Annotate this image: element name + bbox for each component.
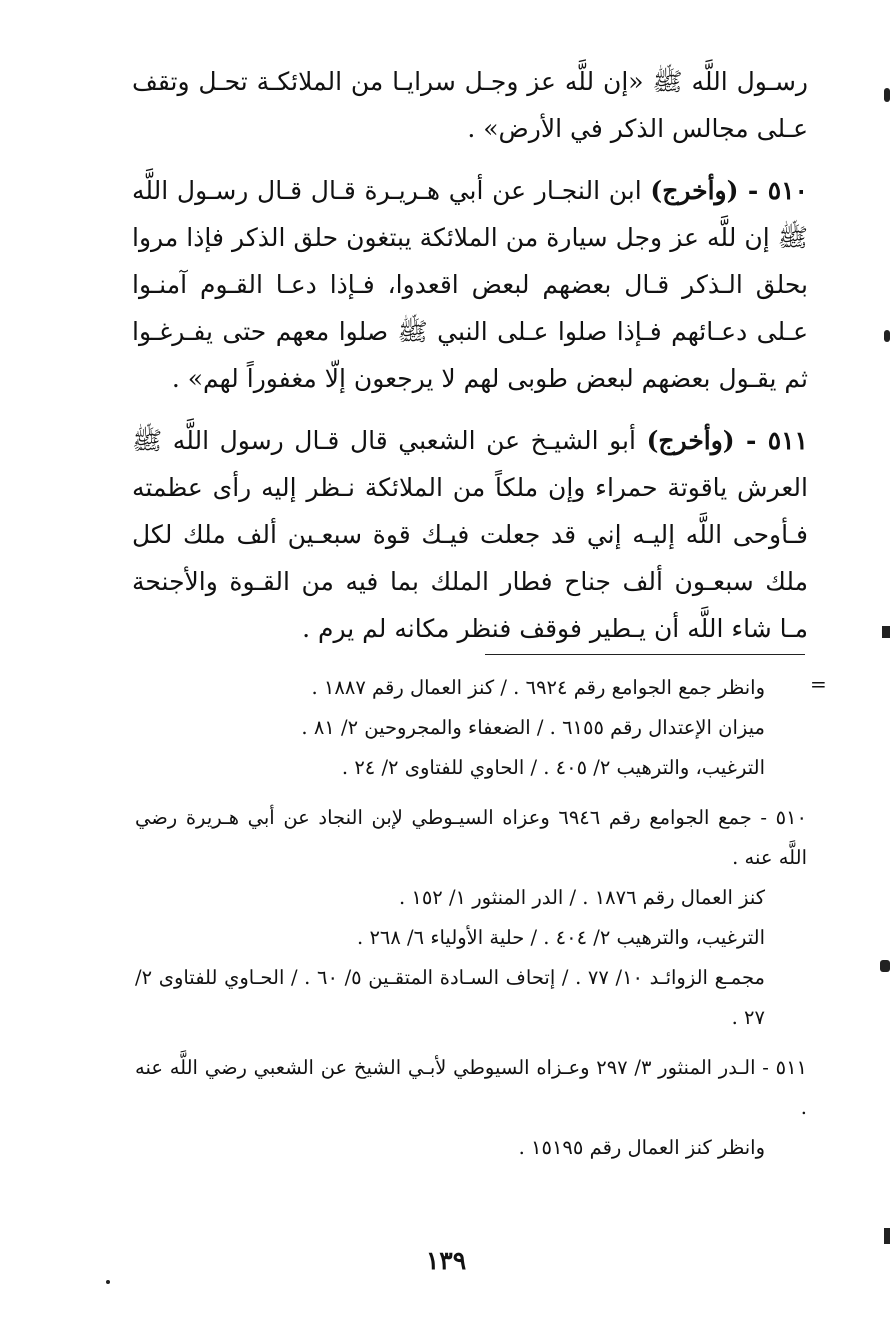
footnote-line: وانظر جمع الجوامع رقم ٦٩٢٤ . / كنز العمال رقم ١٨٨٧ . (311, 676, 765, 699)
page-number: ١٣٩ (425, 1246, 467, 1275)
footnote-lead: ٥١٠ - جمع الجوامع رقم ٦٩٤٦ وعزاه السيـوطي لإبن النجاد عن أبي هـريرة رضي اللَّه عنه . (135, 806, 807, 869)
paragraph-continuation (132, 58, 808, 152)
paragraph-text: أبو الشيـخ عن الشعبي قال قـال رسول اللَّه ﷺ العرش ياقوتة حمراء وإن ملكاً من الملائكة نـظر إليه رأى عظمته فـأوحى اللَّه إليـه إني قد جعلت فيـك قوة سبعـين ألف ملك لكل ملك سبعـون ألف جناح فطار الملك بما فيه من القـوة والأجنحة مـا شاء اللَّه أن يـطير فوقف فنظر مكانه لم يرم . (132, 426, 808, 643)
footnote-line: وانظر كنز العمال رقم ١٥١٩٥ . (518, 1136, 765, 1159)
main-text (132, 58, 808, 667)
footnote-separator (485, 654, 805, 655)
footnote-block-510 (135, 798, 807, 1038)
footnote-line: كنز العمال رقم ١٨٧٦ . / الدر المنثور ١/ ١٥٢ . (398, 886, 765, 909)
footnote-block (135, 668, 807, 788)
paragraph-511 (132, 417, 808, 652)
footnotes (135, 668, 807, 1178)
footnote-lead: ٥١١ - الـدر المنثور ٣/ ٢٩٧ وعـزاه السيوطي لأبـي الشيخ عن الشعبي رضي اللَّه عنه . (135, 1056, 808, 1119)
footnote-line: مجمـع الزوائـد ١٠/ ٧٧ . / إتحاف السـادة المتقـين ٥/ ٦٠ . / الحـاوي للفتاوى ٢/ ٢٧ . (135, 966, 765, 1029)
scan-speck (884, 330, 890, 342)
paragraph-text: رسـول اللَّه ﷺ «إن للَّه عز وجـل سرايـا من الملائكـة تحـل وتقف عـلى مجالس الذكر في الأرض» . (132, 67, 808, 143)
paragraph-number: ٥١١ - (وأخرج) (646, 426, 808, 455)
scan-speck (880, 960, 890, 972)
footnote-line: الترغيب، والترهيب ٢/ ٤٠٥ . / الحاوي للفتاوى ٢/ ٢٤ . (341, 756, 765, 779)
footnote-line: ميزان الإعتدال رقم ٦١٥٥ . / الضعفاء والمجروحين ٢/ ٨١ . (301, 716, 765, 739)
scan-speck (884, 88, 890, 102)
footnote-block-511 (135, 1048, 807, 1168)
paragraph-text: ابن النجـار عن أبي هـريـرة قـال قـال رسـول اللَّه ﷺ إن للَّه عز وجل سيارة من الملائكة يبتغون حلق الذكر فإذا مروا بحلق الـذكر قـال بعضهم لبعض اقعدوا، فـإذا دعـا القـوم آمنـوا عـلى دعـائهم فـإذا صلوا عـلى النبي ﷺ صلوا معهم حتى يفـرغـوا ثم يقـول بعضهم لبعض طوبى لهم لا يرجعون إلّا مغفوراً لهم» . (132, 176, 808, 393)
footnote-line: الترغيب، والترهيب ٢/ ٤٠٤ . / حلية الأولياء ٦/ ٢٦٨ . (357, 926, 765, 949)
paragraph-510 (132, 167, 808, 402)
paragraph-number: ٥١٠ - (وأخرج) (650, 176, 808, 205)
scan-speck (106, 1280, 110, 1284)
scan-speck (884, 1228, 890, 1244)
footnote-continuation-mark: = (810, 672, 827, 696)
scan-speck (882, 626, 890, 638)
